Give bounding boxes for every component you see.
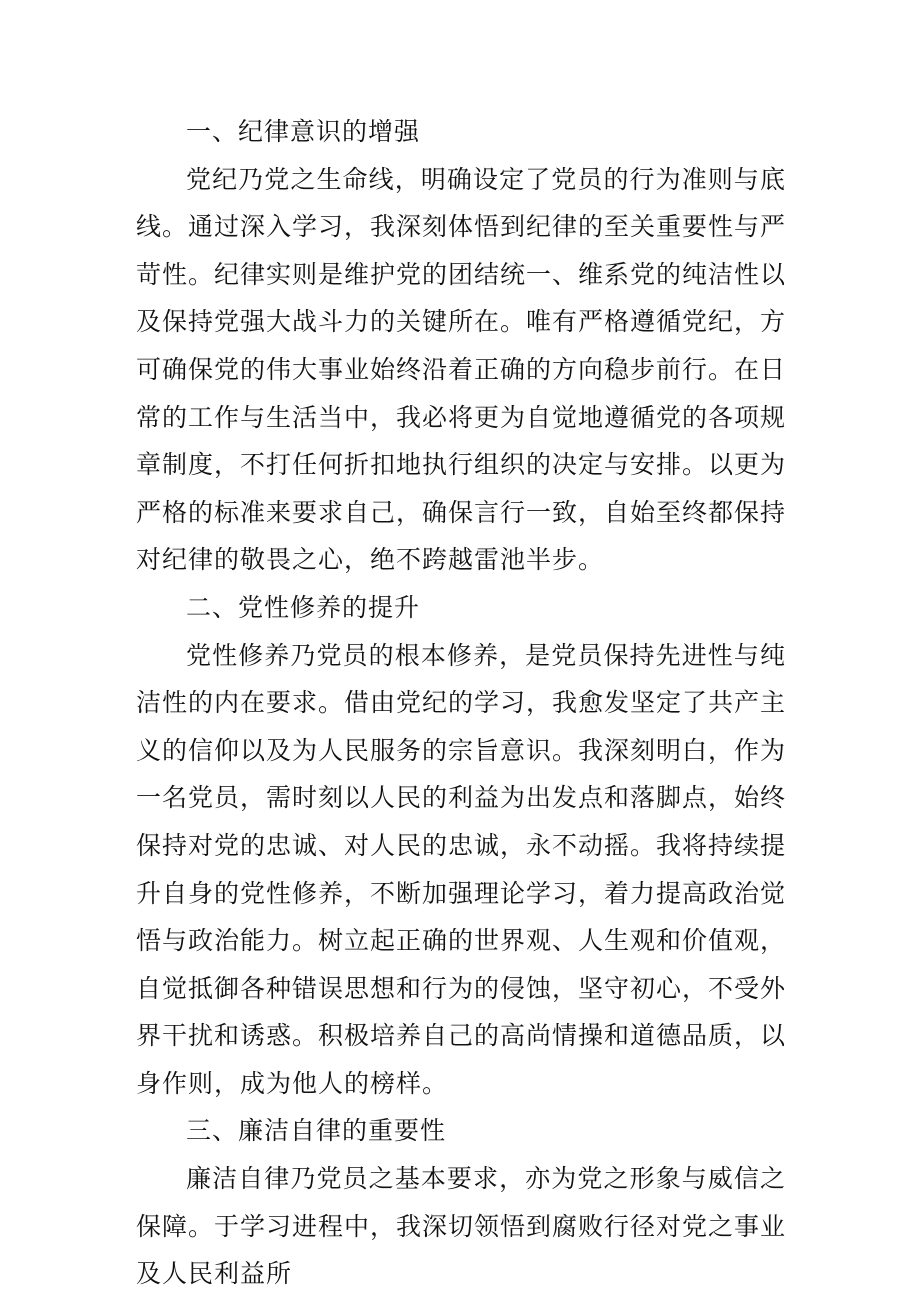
document-body (136, 108, 786, 1298)
section-heading-2: 二、党性修养的提升 (186, 592, 421, 622)
section-heading-1: 一、纪律意识的增强 (186, 117, 421, 146)
section-paragraph-2: 党性修养乃党员的根本修养，是党员保持先进性与纯洁性的内在要求。借由党纪的学习，我愈发坚定了共产主义的信仰以及为人民服务的宗旨意识。我深刻明白，作为一名党员，需时刻以人民的利益为出发点和落脚点，始终保持对党的忠诚、对人民的忠诚，永不动摇。我将持续提升自身的党性修养，不断加强理论学习，着力提高政治觉悟与政治能力。树立起正确的世界观、人生观和价值观，自觉抵御各种错误思想和行为的侵蚀，坚守初心，不受外界干扰和诱惑。积极培养自己的高尚情操和道德品质，以身作则，成为他人的榜样。 (136, 640, 787, 1098)
section-heading-3: 三、廉洁自律的重要性 (186, 1116, 447, 1146)
section-paragraph-3: 廉洁自律乃党员之基本要求，亦为党之形象与威信之保障。于学习进程中，我深切领悟到腐败行径对党之事业及人民利益所 (136, 1164, 787, 1289)
section-paragraph-1: 党纪乃党之生命线，明确设定了党员的行为准则与底线。通过深入学习，我深刻体悟到纪律的至关重要性与严苛性。纪律实则是维护党的团结统一、维系党的纯洁性以及保持党强大战斗力的关键所在。唯有严格遵循党纪，方可确保党的伟大事业始终沿着正确的方向稳步前行。在日常的工作与生活当中，我必将更为自觉地遵循党的各项规章制度，不打任何折扣地执行组织的决定与安排。以更为严格的标准来要求自己，确保言行一致，自始至终都保持对纪律的敬畏之心，绝不跨越雷池半步。 (136, 164, 787, 575)
